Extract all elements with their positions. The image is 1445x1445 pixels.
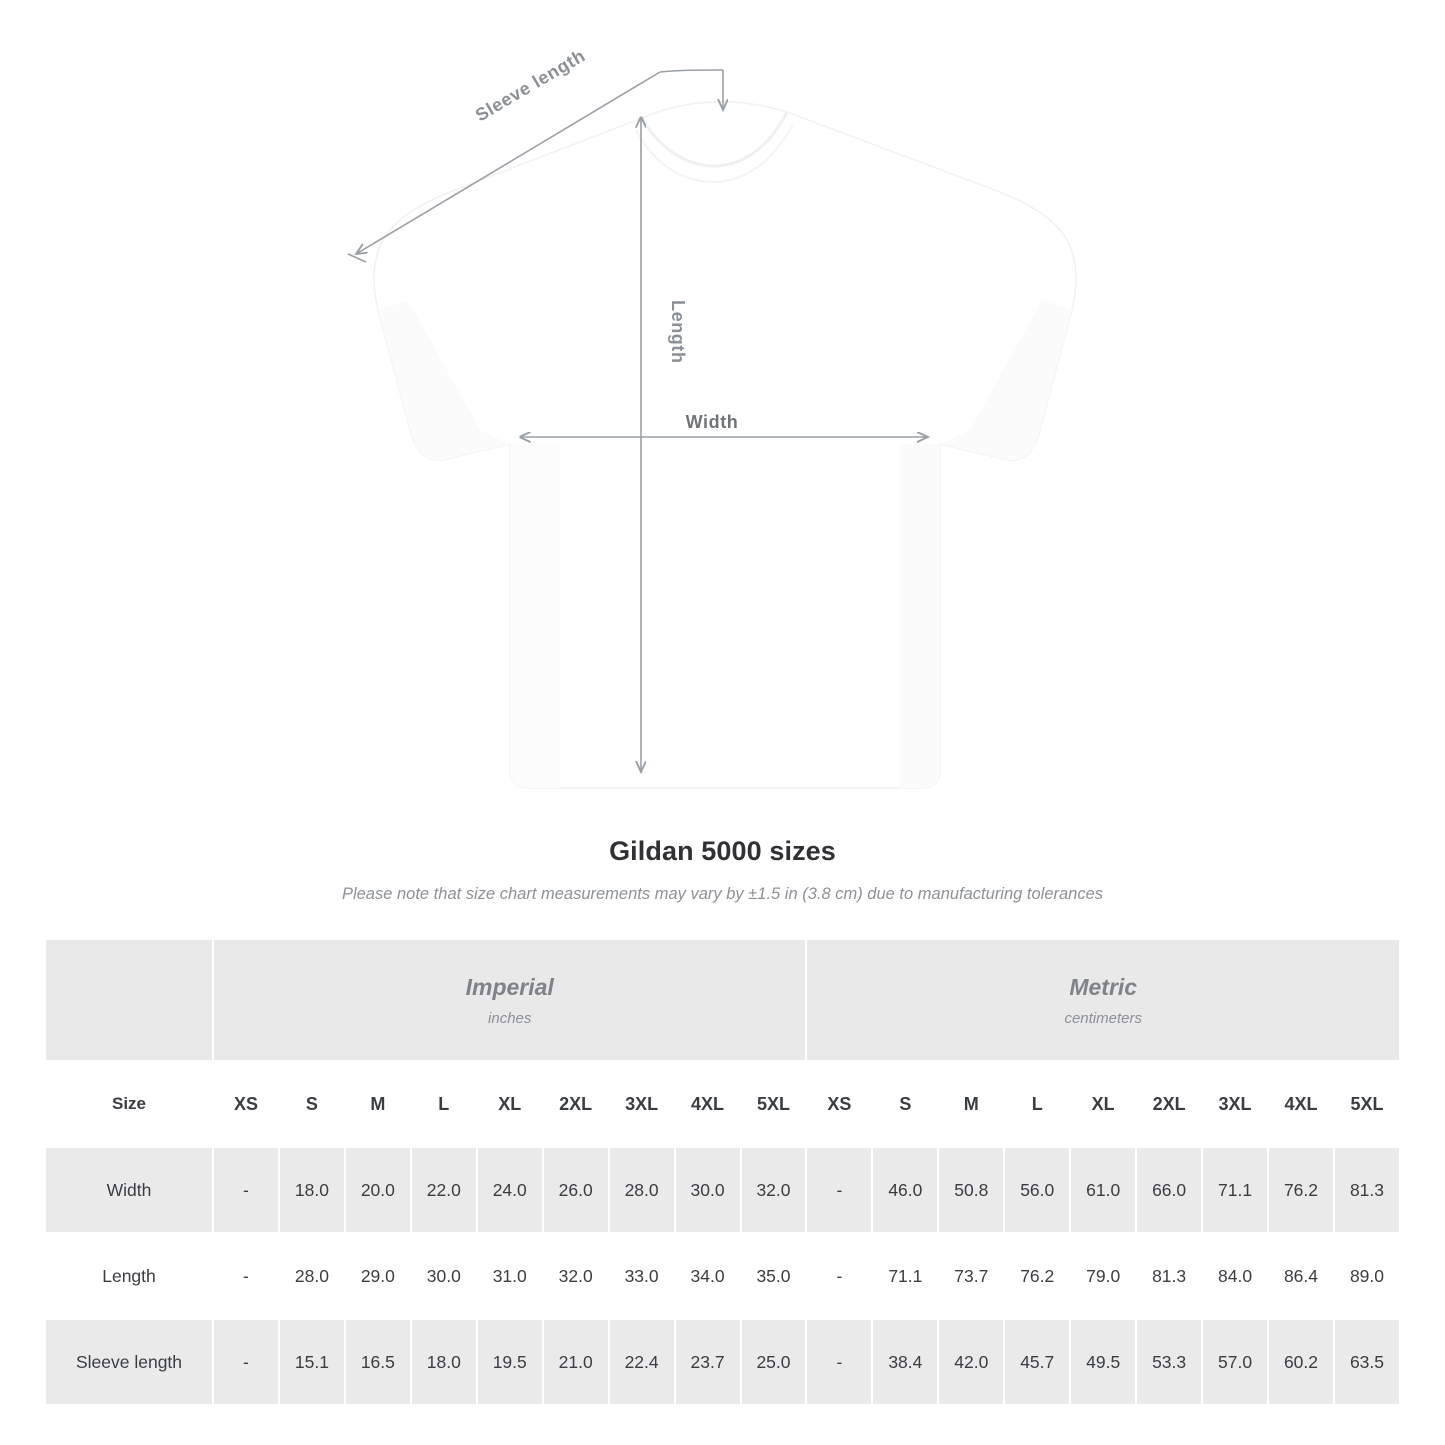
unit-header-metric (806, 939, 1400, 1061)
cell-length-imp-l: 30.0 (411, 1233, 477, 1319)
cell-width-met-2xl: 66.0 (1136, 1147, 1202, 1233)
row-label-length: Length (45, 1233, 213, 1319)
cell-sleeve-imp-xs: - (213, 1319, 279, 1405)
row-label-width: Width (45, 1147, 213, 1233)
cell-width-imp-5xl: 32.0 (741, 1147, 807, 1233)
cell-sleeve-met-m: 42.0 (938, 1319, 1004, 1405)
cell-length-met-l: 76.2 (1004, 1233, 1070, 1319)
cell-length-imp-4xl: 34.0 (675, 1233, 741, 1319)
col-head-imp-m: M (345, 1061, 411, 1147)
sleeve-length-label: Sleeve length (471, 45, 589, 126)
cell-length-imp-m: 29.0 (345, 1233, 411, 1319)
page-title: Gildan 5000 sizes (609, 836, 836, 866)
cell-sleeve-imp-xl: 19.5 (477, 1319, 543, 1405)
cell-width-met-l: 56.0 (1004, 1147, 1070, 1233)
length-label: Length (668, 300, 688, 364)
cell-length-imp-s: 28.0 (279, 1233, 345, 1319)
unit-header-spacer (45, 939, 213, 1061)
size-table-wrap (44, 938, 1401, 1406)
cell-sleeve-met-4xl: 60.2 (1268, 1319, 1334, 1405)
col-head-met-3xl: 3XL (1202, 1061, 1268, 1147)
col-head-met-l: L (1004, 1061, 1070, 1147)
tolerance-note: Please note that size chart measurements may vary by ±1.5 in (3.8 cm) due to manufacturing tolerances (341, 885, 1104, 903)
col-head-met-5xl: 5XL (1334, 1061, 1400, 1147)
col-head-imp-4xl: 4XL (675, 1061, 741, 1147)
size-header-row (45, 1061, 1400, 1147)
cell-width-imp-m: 20.0 (345, 1147, 411, 1233)
cell-length-met-2xl: 81.3 (1136, 1233, 1202, 1319)
cell-length-imp-5xl: 35.0 (741, 1233, 807, 1319)
col-head-imp-xs: XS (213, 1061, 279, 1147)
cell-width-met-xl: 61.0 (1070, 1147, 1136, 1233)
cell-width-met-5xl: 81.3 (1334, 1147, 1400, 1233)
cell-sleeve-met-5xl: 63.5 (1334, 1319, 1400, 1405)
unit-imperial-sub: inches (488, 1009, 532, 1027)
cell-width-imp-l: 22.0 (411, 1147, 477, 1233)
cell-width-imp-4xl: 30.0 (675, 1147, 741, 1233)
cell-sleeve-met-s: 38.4 (872, 1319, 938, 1405)
unit-header-row (45, 939, 1400, 1061)
col-head-met-m: M (938, 1061, 1004, 1147)
unit-header-imperial (213, 939, 806, 1061)
cell-sleeve-met-xs: - (806, 1319, 872, 1405)
cell-width-imp-3xl: 28.0 (609, 1147, 675, 1233)
col-head-imp-l: L (411, 1061, 477, 1147)
cell-width-met-xs: - (806, 1147, 872, 1233)
cell-length-met-5xl: 89.0 (1334, 1233, 1400, 1319)
unit-metric-name: Metric (1069, 973, 1138, 1000)
header-size: Size (45, 1061, 213, 1147)
col-head-met-xl: XL (1070, 1061, 1136, 1147)
cell-sleeve-imp-2xl: 21.0 (543, 1319, 609, 1405)
unit-metric-sub: centimeters (1064, 1009, 1142, 1027)
col-head-met-4xl: 4XL (1268, 1061, 1334, 1147)
col-head-imp-xl: XL (477, 1061, 543, 1147)
cell-length-met-xl: 79.0 (1070, 1233, 1136, 1319)
col-head-met-2xl: 2XL (1136, 1061, 1202, 1147)
cell-length-imp-xs: - (213, 1233, 279, 1319)
tshirt-shape (374, 102, 1076, 788)
table-row (45, 1147, 1400, 1233)
cell-width-met-3xl: 71.1 (1202, 1147, 1268, 1233)
col-head-imp-5xl: 5XL (741, 1061, 807, 1147)
cell-width-met-s: 46.0 (872, 1147, 938, 1233)
size-table (44, 938, 1401, 1406)
cell-sleeve-imp-5xl: 25.0 (741, 1319, 807, 1405)
cell-length-met-3xl: 84.0 (1202, 1233, 1268, 1319)
cell-width-met-m: 50.8 (938, 1147, 1004, 1233)
col-head-met-xs: XS (806, 1061, 872, 1147)
cell-length-imp-2xl: 32.0 (543, 1233, 609, 1319)
unit-imperial-name: Imperial (465, 973, 554, 1000)
cell-sleeve-met-l: 45.7 (1004, 1319, 1070, 1405)
cell-width-imp-s: 18.0 (279, 1147, 345, 1233)
cell-sleeve-imp-m: 16.5 (345, 1319, 411, 1405)
row-label-sleeve-length: Sleeve length (45, 1319, 213, 1405)
cell-sleeve-imp-l: 18.0 (411, 1319, 477, 1405)
col-head-imp-s: S (279, 1061, 345, 1147)
cell-sleeve-imp-s: 15.1 (279, 1319, 345, 1405)
cell-width-imp-xl: 24.0 (477, 1147, 543, 1233)
col-head-imp-3xl: 3XL (609, 1061, 675, 1147)
cell-sleeve-imp-4xl: 23.7 (675, 1319, 741, 1405)
cell-length-met-xs: - (806, 1233, 872, 1319)
cell-length-imp-3xl: 33.0 (609, 1233, 675, 1319)
cell-width-imp-xs: - (213, 1147, 279, 1233)
cell-length-met-4xl: 86.4 (1268, 1233, 1334, 1319)
cell-length-met-s: 71.1 (872, 1233, 938, 1319)
cell-sleeve-imp-3xl: 22.4 (609, 1319, 675, 1405)
table-row (45, 1319, 1400, 1405)
table-row (45, 1233, 1400, 1319)
cell-width-met-4xl: 76.2 (1268, 1147, 1334, 1233)
cell-width-imp-2xl: 26.0 (543, 1147, 609, 1233)
cell-sleeve-met-3xl: 57.0 (1202, 1319, 1268, 1405)
cell-length-met-m: 73.7 (938, 1233, 1004, 1319)
cell-length-imp-xl: 31.0 (477, 1233, 543, 1319)
width-label: Width (685, 412, 739, 432)
col-head-met-s: S (872, 1061, 938, 1147)
cell-sleeve-met-2xl: 53.3 (1136, 1319, 1202, 1405)
title-block (0, 836, 1445, 904)
cell-sleeve-met-xl: 49.5 (1070, 1319, 1136, 1405)
col-head-imp-2xl: 2XL (543, 1061, 609, 1147)
